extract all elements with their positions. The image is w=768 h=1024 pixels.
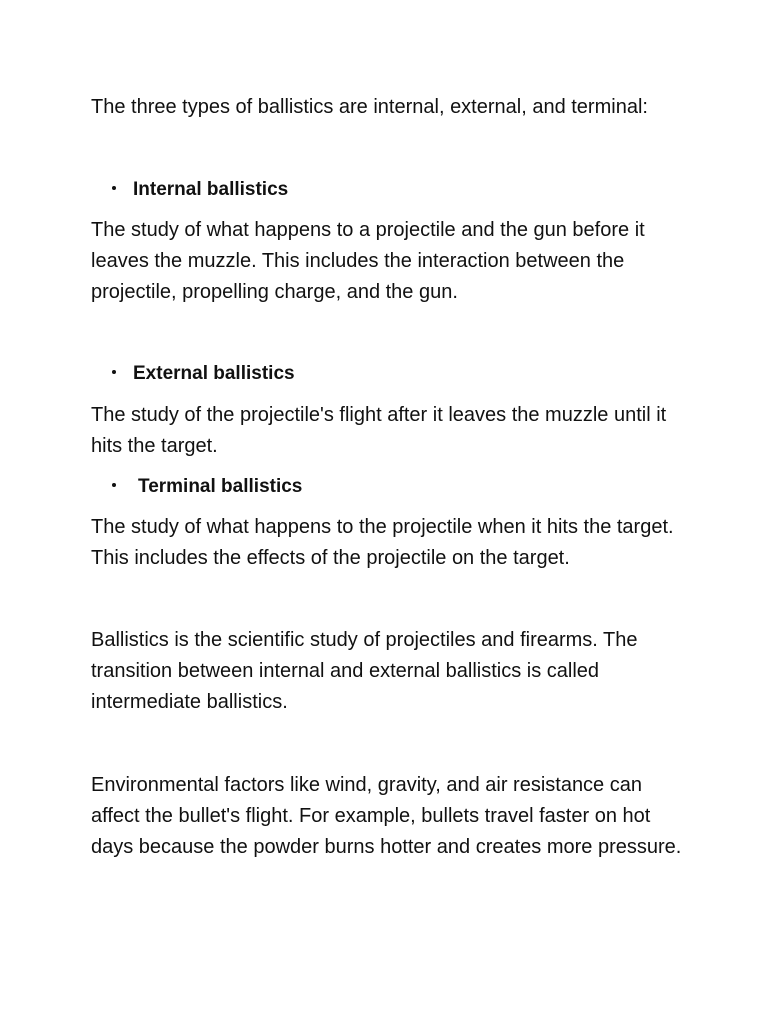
bullet-icon	[112, 186, 116, 190]
bullet-terminal-ballistics	[112, 474, 302, 500]
bullet-external-ballistics	[112, 361, 295, 387]
body-internal-ballistics: The study of what happens to a projectile and the gun before it leaves the muzzle. This includes the interaction between the projectile, propelling charge, and the gun.	[91, 219, 645, 303]
bullet-icon	[112, 483, 116, 487]
body-terminal-ballistics: The study of what happens to the projectile when it hits the target. This includes the effects of the projectile on the target.	[91, 516, 674, 569]
environmental-factors-paragraph: Environmental factors like wind, gravity, and air resistance can affect the bullet's flight. For example, bullets travel faster on hot days because the powder burns hotter and creates more pressure.	[91, 774, 682, 858]
heading-terminal-ballistics: Terminal ballistics	[138, 476, 303, 497]
bullet-icon	[112, 370, 116, 374]
body-external-ballistics: The study of the projectile's flight after it leaves the muzzle until it hits the target.	[91, 404, 667, 457]
ballistics-definition-paragraph: Ballistics is the scientific study of projectiles and firearms. The transition between internal and external ballistics is called intermediate ballistics.	[91, 629, 638, 713]
bullet-internal-ballistics	[112, 177, 288, 203]
intro-paragraph: The three types of ballistics are internal, external, and terminal:	[91, 96, 648, 118]
heading-external-ballistics: External ballistics	[133, 363, 295, 384]
heading-internal-ballistics: Internal ballistics	[133, 179, 289, 200]
